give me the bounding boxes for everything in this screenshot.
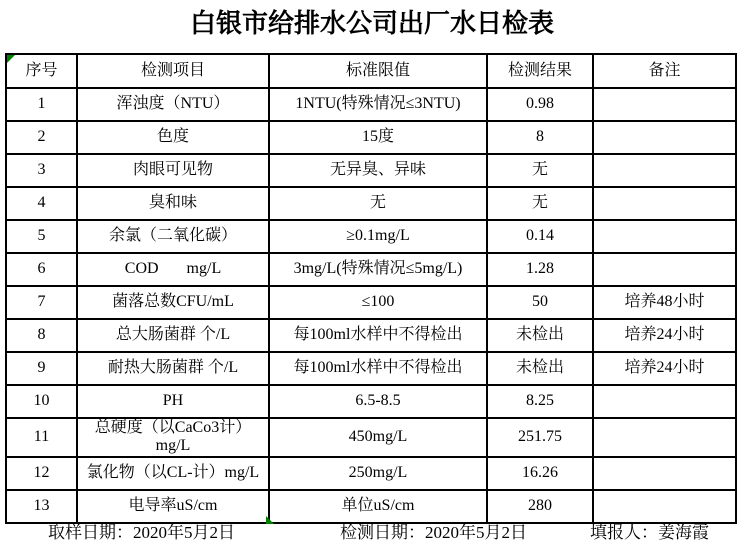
column-header-2: 标准限值 [269,54,487,88]
cell-remark: 培养24小时 [593,319,736,352]
inspection-table [5,53,737,524]
cell-test-result: 1.28 [487,253,593,286]
cell-test-item: 臭和味 [77,187,269,220]
cell-index: 9 [6,352,77,385]
cell-index: 8 [6,319,77,352]
cell-test-result: 280 [487,490,593,523]
cell-test-item: 菌落总数CFU/mL [77,286,269,319]
cell-test-result: 0.98 [487,88,593,121]
cell-test-item: 肉眼可见物 [77,154,269,187]
table-row [6,154,736,187]
cell-standard-limit: ≥0.1mg/L [269,220,487,253]
cell-standard-limit: 每100ml水样中不得检出 [269,352,487,385]
test-date-value: 2020年5月2日 [425,523,527,542]
test-date [340,522,527,544]
cell-remark [593,187,736,220]
cell-test-result: 0.14 [487,220,593,253]
column-header-4: 备注 [593,54,736,88]
cell-remark [593,385,736,418]
cell-standard-limit: 250mg/L [269,457,487,490]
cell-test-result: 251.75 [487,418,593,457]
page-title: 白银市给排水公司出厂水日检表 [189,9,554,38]
table-row [6,187,736,220]
cell-test-result: 16.26 [487,457,593,490]
cell-standard-limit: 15度 [269,121,487,154]
cell-standard-limit: 每100ml水样中不得检出 [269,319,487,352]
cell-standard-limit: 6.5-8.5 [269,385,487,418]
cell-test-item: COD mg/L [77,253,269,286]
table-row [6,121,736,154]
cell-index: 13 [6,490,77,523]
report-footer [0,522,744,546]
cell-test-item: 浑浊度（NTU） [77,88,269,121]
table-row [6,88,736,121]
cell-test-result: 8.25 [487,385,593,418]
cell-remark [593,121,736,154]
cell-index: 11 [6,418,77,457]
cell-standard-limit: 1NTU(特殊情况≤3NTU) [269,88,487,121]
cell-standard-limit: ≤100 [269,286,487,319]
sampling-date-value: 2020年5月2日 [133,523,235,542]
cell-standard-limit: 单位uS/cm [269,490,487,523]
cell-remark [593,88,736,121]
cell-test-item: 耐热大肠菌群 个/L [77,352,269,385]
table-header-row [6,54,736,88]
cell-test-item: 色度 [77,121,269,154]
cell-standard-limit: 450mg/L [269,418,487,457]
cell-standard-limit: 3mg/L(特殊情况≤5mg/L) [269,253,487,286]
reporter [590,522,709,544]
cell-test-item: 总硬度（以CaCo3计）mg/L [77,418,269,457]
cell-remark: 培养48小时 [593,286,736,319]
cell-index: 6 [6,253,77,286]
sampling-date-label: 取样日期： [48,523,133,542]
column-header-1: 检测项目 [77,54,269,88]
cell-test-item: 总大肠菌群 个/L [77,319,269,352]
column-header-3: 检测结果 [487,54,593,88]
table-row [6,418,736,457]
cell-test-result: 8 [487,121,593,154]
cell-test-result: 50 [487,286,593,319]
cell-remark [593,490,736,523]
cell-remark [593,457,736,490]
table-row [6,220,736,253]
table-row [6,319,736,352]
cell-test-result: 未检出 [487,352,593,385]
cell-test-result: 无 [487,154,593,187]
cell-test-result: 无 [487,187,593,220]
cell-index: 3 [6,154,77,187]
sampling-date [48,522,235,544]
cell-test-item: 余氯（二氧化碳） [77,220,269,253]
cell-remark: 培养24小时 [593,352,736,385]
cell-remark [593,418,736,457]
test-date-label: 检测日期： [340,523,425,542]
table-row [6,253,736,286]
cell-standard-limit: 无 [269,187,487,220]
table-row [6,490,736,523]
cell-index: 1 [6,88,77,121]
cell-index: 2 [6,121,77,154]
cell-remark [593,220,736,253]
table-row [6,352,736,385]
cell-test-result: 未检出 [487,319,593,352]
cell-test-item: 氯化物（以CL-计）mg/L [77,457,269,490]
cell-remark [593,154,736,187]
table-row [6,286,736,319]
column-header-0: 序号 [6,54,77,88]
reporter-value: 姜海霞 [658,523,709,542]
table-row [6,457,736,490]
cell-index: 7 [6,286,77,319]
cell-remark [593,253,736,286]
cell-index: 12 [6,457,77,490]
reporter-label: 填报人： [590,523,658,542]
table-row [6,385,736,418]
cell-test-item: 电导率uS/cm [77,490,269,523]
cell-standard-limit: 无异臭、异味 [269,154,487,187]
cell-index: 4 [6,187,77,220]
cell-index: 5 [6,220,77,253]
cell-index: 10 [6,385,77,418]
cell-test-item: PH [77,385,269,418]
